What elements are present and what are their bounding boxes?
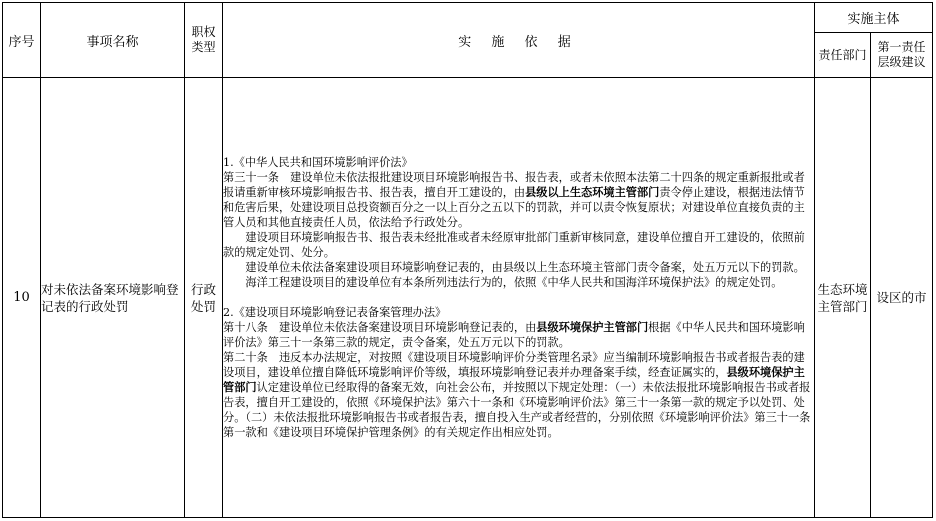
law2-article18: 第十八条 建设单位未依法备案建设项目环境影响登记表的，由县级环境保护主管部门根据《中华人民共和国环境影响评价法》第三十一条第三款的规定，责令备案，处五万元以下的罚款。 [223,320,805,349]
law1-authority-bold: 县级以上生态环境主管部门 [525,185,660,199]
law2-title: 2.《建设项目环境影响登记表备案管理办法》 [223,305,447,319]
row-basis [223,78,815,518]
law2-authority-bold-1: 县级环境保护主管部门 [536,320,649,334]
row-index: 10 [3,78,41,518]
law1-para4: 海洋工程建设项目的建设单位有本条所列违法行为的，依照《中华人民共和国海洋环境保护法》的规定处罚。 [245,276,783,290]
law1-article31: 第三十一条 建设单位未依法报批建设项目环境影响报告书、报告表，或者未依照本法第二十四条的规定重新报批或者报请重新审核环境影响报告书、报告表，擅自开工建设的，由县级以上生态环境主管部门责令停止建设，根据违法情节和危害后果，处建设项目总投资额百分之一以上百分之五以下的罚款，并可以责令恢复原状；对建设单位直接负责的主管人员和其他直接责任人员，依法给予行政处分。 [223,170,805,230]
row-item-name: 对未依法备案环境影响登记表的行政处罚 [41,78,185,518]
header-item-name: 事项名称 [41,3,185,78]
header-dept: 责任部门 [815,33,871,78]
law2-article20: 第二十条 违反本办法规定，对按照《建设项目环境影响评价分类管理名录》应当编制环境影响报告书或者报告表的建设项目，建设单位擅自降低环境影响评价等级，填报环境影响登记表并办理备案手续，经查证属实的，县级环境保护主管部门认定建设单位已经取得的备案无效，向社会公布，并按照以下规定处理：（一）未依法报批环境影响报告书或者报告表，擅自开工建设的，依照《环境保护法》第六十一条和《环境影响评价法》第三十一条第一款的规定予以处罚、处分。（二）未依法报批环境影响报告书或者报告表，擅自投入生产或者经营的，分别依照《环境影响评价法》第三十一条第一款和《建设项目环境保护管理条例》的有关规定作出相应处罚。 [223,350,811,440]
header-impl-subject: 实施主体 [815,3,933,33]
row-power-type: 行政 处罚 [185,78,223,518]
law2-authority-bold-2: 县级环境保护主管部门 [223,365,805,394]
row-level: 设区的市 [871,78,933,518]
law1-para2: 建设项目环境影响报告书、报告表未经批准或者未经原审批部门重新审核同意，建设单位擅自开工建设的，依照前款的规定处罚、处分。 [223,231,805,260]
row-dept: 生态环境 主管部门 [815,78,871,518]
header-index: 序号 [3,3,41,78]
law1-para3: 建设单位未依法备案建设项目环境影响登记表的，由县级以上生态环境主管部门责令备案，处五万元以下的罚款。 [245,261,805,275]
policy-table [2,2,933,518]
header-power-type: 职权 类型 [185,3,223,78]
header-basis: 实 施 依 据 [223,3,815,78]
law1-title: 1.《中华人民共和国环境影响评价法》 [223,155,413,169]
header-level: 第一责任 层级建议 [871,33,933,78]
